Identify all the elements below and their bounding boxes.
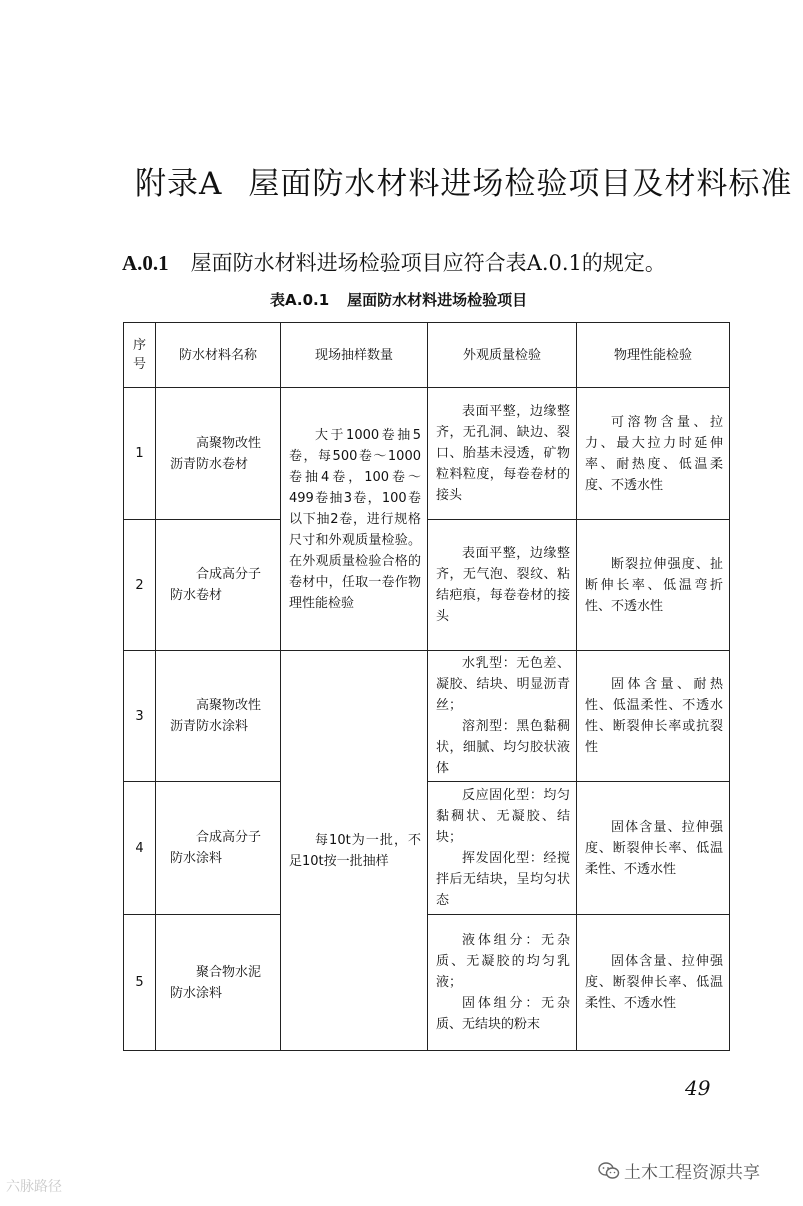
row-physical: 固体含量、耐热性、低温柔性、不透水性、断裂伸长率或抗裂性 — [577, 651, 730, 782]
row-no: 3 — [124, 651, 156, 782]
row-no: 1 — [124, 388, 156, 520]
table-caption — [270, 289, 527, 310]
sampling-cell-coatings: 每10t为一批，不足10t按一批抽样 — [281, 651, 428, 1051]
clause-a01 — [122, 247, 666, 277]
row-no: 2 — [124, 520, 156, 651]
row-appearance: 表面平整，边缘整齐，无气泡、裂纹、粘结疤痕，每卷卷材的接头 — [428, 520, 577, 651]
sampling-cell-rolls: 大于1000卷抽5卷，每500卷～1000卷抽4卷，100卷～499卷抽3卷，100卷以下抽2卷，进行规格尺寸和外观质量检验。在外观质量检验合格的卷材中，任取一卷作物理性能检验 — [281, 388, 428, 651]
row-appearance: 水乳型：无色差、凝胶、结块、明显沥青丝； 溶剂型：黑色黏稠状，细腻、均匀胶状液体 — [428, 651, 577, 782]
header-appearance: 外观质量检验 — [428, 323, 577, 388]
row-appearance: 反应固化型：均匀黏稠状、无凝胶、结块； 挥发固化型：经搅拌后无结块，呈均匀状态 — [428, 782, 577, 915]
row-physical: 固体含量、拉伸强度、断裂伸长率、低温柔性、不透水性 — [577, 915, 730, 1051]
row-material-name: 聚合物水泥防水涂料 — [156, 915, 281, 1051]
wechat-icon — [598, 1162, 620, 1185]
row-material-name: 高聚物改性沥青防水涂料 — [156, 651, 281, 782]
row-material-name: 高聚物改性沥青防水卷材 — [156, 388, 281, 520]
row-material-name: 合成高分子防水涂料 — [156, 782, 281, 915]
row-appearance: 液体组分：无杂质、无凝胶的均匀乳液； 固体组分：无杂质、无结块的粉末 — [428, 915, 577, 1051]
header-physical: 物理性能检验 — [577, 323, 730, 388]
watermark-right-text: 土木工程资源共享 — [624, 1163, 760, 1183]
watermark-left: 六脉路径 — [6, 1179, 62, 1195]
table-row — [124, 651, 730, 782]
header-name: 防水材料名称 — [156, 323, 281, 388]
table-row — [124, 388, 730, 520]
row-appearance: 表面平整，边缘整齐，无孔洞、缺边、裂口、胎基未浸透，矿物粒料粒度，每卷卷材的接头 — [428, 388, 577, 520]
row-physical: 可溶物含量、拉力、最大拉力时延伸率、耐热度、低温柔度、不透水性 — [577, 388, 730, 520]
row-no: 4 — [124, 782, 156, 915]
table-header-row — [124, 323, 730, 388]
appendix-label: 附录A — [135, 166, 223, 202]
clause-text: 屋面防水材料进场检验项目应符合表A.0.1的规定。 — [190, 251, 666, 275]
header-sampling: 现场抽样数量 — [281, 323, 428, 388]
table-caption-title: 屋面防水材料进场检验项目 — [347, 291, 528, 309]
row-material-name: 合成高分子防水卷材 — [156, 520, 281, 651]
row-physical: 固体含量、拉伸强度、断裂伸长率、低温柔性、不透水性 — [577, 782, 730, 915]
row-no: 5 — [124, 915, 156, 1051]
header-no: 序号 — [124, 323, 156, 388]
watermark-right — [598, 1158, 760, 1185]
appendix-title-text: 屋面防水材料进场检验项目及材料标准 — [248, 166, 793, 202]
inspection-table — [123, 322, 730, 1051]
appendix-title — [135, 158, 792, 203]
table-caption-number: 表A.0.1 — [270, 291, 330, 309]
row-physical: 断裂拉伸强度、扯断伸长率、低温弯折性、不透水性 — [577, 520, 730, 651]
clause-number: A.0.1 — [122, 251, 169, 275]
page-number: 49 — [685, 1076, 711, 1100]
